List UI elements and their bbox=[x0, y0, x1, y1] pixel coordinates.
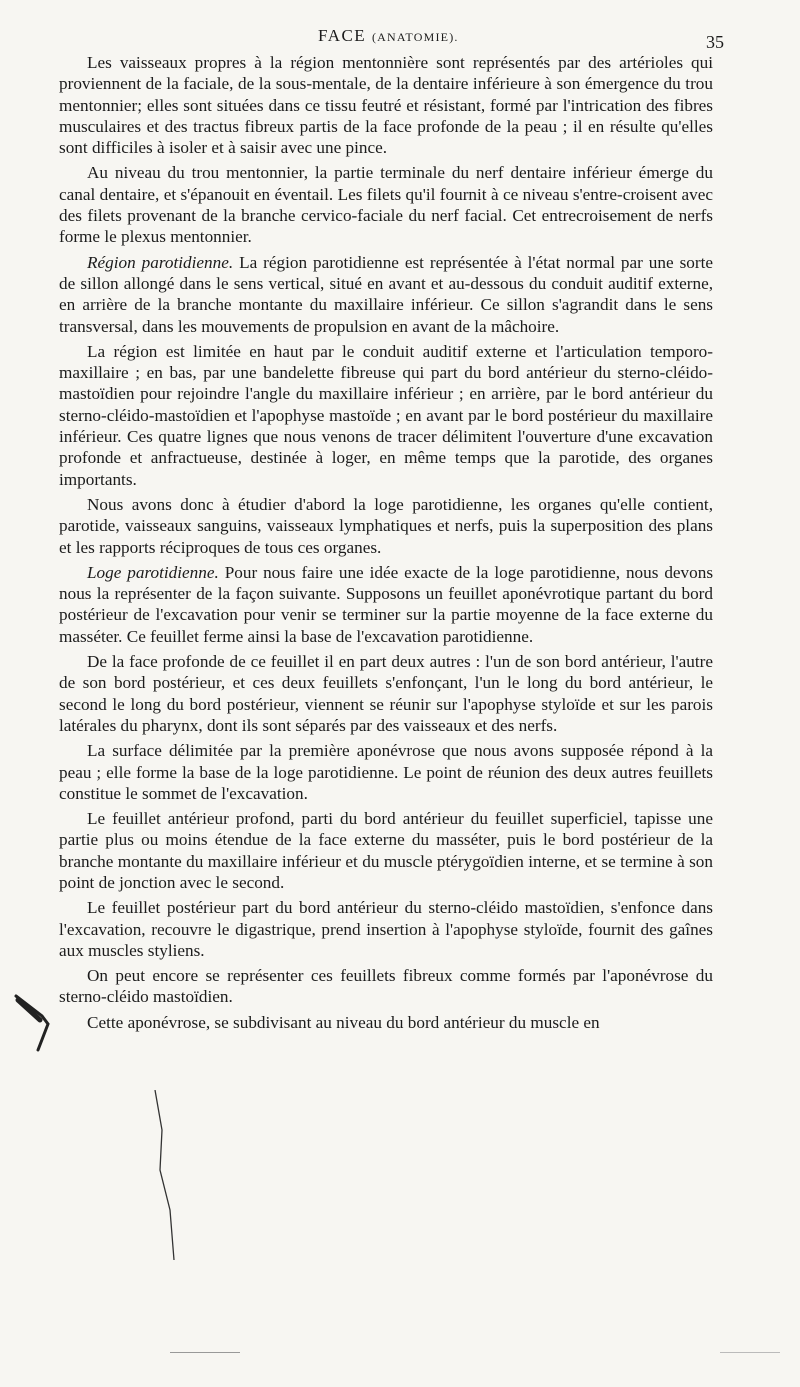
page-number: 35 bbox=[706, 32, 724, 52]
paragraph: On peut encore se représenter ces feuillets fibreux comme formés par l'aponévrose du sterno-cléido mastoïdien. bbox=[59, 966, 713, 1007]
pen-stroke-mark bbox=[14, 994, 54, 1052]
paragraph: Loge parotidienne. Pour nous faire une idée exacte de la loge parotidienne, nous devons nous la représenter de la façon suivante. Supposons un feuillet aponévrotique partant du bord postérieur de l'excavation pour venir se terminer sur la partie moyenne de la face externe du masséter. Ce feuillet ferme ainsi la base de l'excavation parotidienne. bbox=[59, 562, 714, 646]
running-title-section: (ANATOMIE). bbox=[371, 30, 459, 44]
paragraph: Cette aponévrose, se subdivisant au niveau du bord antérieur du muscle en bbox=[87, 1012, 600, 1032]
paragraph: Région parotidienne. La région parotidienne est représentée à l'état normal par une sorte de sillon allongé dans le sens vertical, situé en avant et au-dessous du conduit auditif externe, en arrière de la branche montante du maxillaire inférieur. Ce sillon s'agrandit dans le sens transversal, dans les mouvements de propulsion en avant de la mâchoire. bbox=[59, 252, 713, 336]
section-heading: Loge parotidienne. bbox=[87, 562, 219, 582]
paragraph: La région est limitée en haut par le conduit auditif externe et l'articulation temporo-maxillaire ; en bas, par une bandelette fibreuse qui part du bord antérieur du sterno-cléido-mastoïdien pour rejoindre l'angle du maxillaire inférieur ; en arrière, par le bord antérieur du sterno-cléido-mastoïdien et l'apophyse mastoïde ; en avant par le bord postérieur du maxillaire inférieur. Ces quatre lignes que nous venons de tracer délimitent l'ouverture d'une excavation profonde et anfractueuse, destinée à loger, en même temps que la parotide, des organes importants. bbox=[59, 341, 713, 489]
running-title-main: FACE bbox=[318, 26, 367, 45]
running-title bbox=[318, 26, 459, 46]
section-heading: Région parotidienne. bbox=[87, 252, 234, 272]
paragraph: Nous avons donc à étudier d'abord la loge parotidienne, les organes qu'elle contient, parotide, vaisseaux sanguins, vaisseaux lymphatiques et nerfs, puis la superposition des plans et les rapports réciproques de tous ces organes. bbox=[59, 494, 713, 557]
paragraph: Le feuillet antérieur profond, parti du bord antérieur du feuillet superficiel, tapisse une partie plus ou moins étendue de la face externe du masséter, puis le bord postérieur de la branche montante du maxillaire inférieur et du muscle ptérygoïdien interne, et se termine à son point de jonction avec le second. bbox=[59, 809, 713, 892]
page-dust-line bbox=[170, 1352, 240, 1353]
paragraph: La surface délimitée par la première aponévrose que nous avons supposée répond à la peau ; elle forme la base de la loge parotidienne. Le point de réunion des deux autres feuillets constitue le sommet de l'excavation. bbox=[59, 741, 713, 803]
paragraph: Les vaisseaux propres à la région mentonnière sont représentés par des artérioles qui proviennent de la faciale, de la sous-mentale, de la dentaire inférieure à son émergence du trou mentonnier; elles sont situées dans ce tissu feutré et résistant, formé par l'intrication des fibres musculaires et des tractus fibreux partis de la face profonde de la peau ; il en résulte qu'elles sont difficiles à isoler et à saisir avec une pince. bbox=[59, 53, 713, 158]
page-dust-line bbox=[720, 1352, 780, 1353]
paragraph: Le feuillet postérieur part du bord antérieur du sterno-cléido mastoïdien, s'enfonce dans l'excavation, recouvre le digastrique, prend insertion à l'apophyse styloïde, fournit des gaînes aux muscles styliens. bbox=[59, 898, 713, 960]
paragraph: Au niveau du trou mentonnier, la partie terminale du nerf dentaire inférieur émerge du canal dentaire, et s'épanouit en éventail. Les filets qu'il fournit à ce niveau s'entre-croisent avec des filets provenant de la branche cervico-faciale du nerf facial. Cet entrecroisement de nerfs forme le plexus mentonnier. bbox=[59, 163, 713, 247]
pen-stroke-mark bbox=[150, 1090, 190, 1270]
paragraph: De la face profonde de ce feuillet il en part deux autres : l'un de son bord antérieur, l'autre de son bord postérieur, et ces deux feuillets s'enfonçant, l'un le long du bord antérieur, le second le long du bord postérieur, viennent se réunir sur l'apophyse styloïde et sur les parois latérales du pharynx, dont ils sont séparés par des vaisseaux et des nerfs. bbox=[59, 652, 713, 735]
body-text bbox=[59, 52, 713, 1037]
